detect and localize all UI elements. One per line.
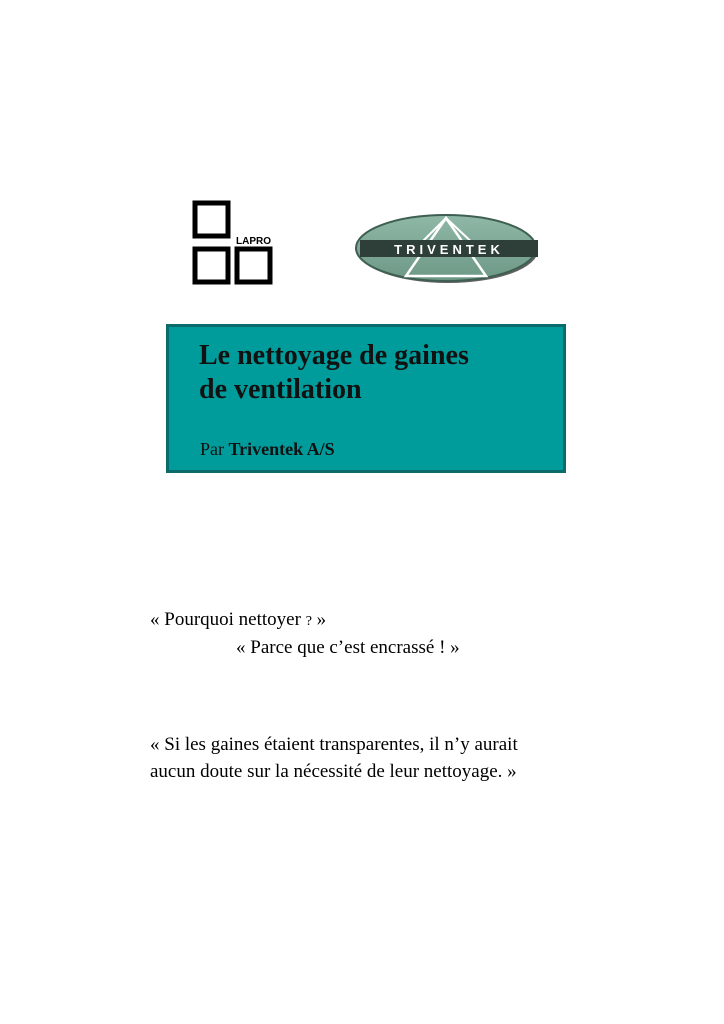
title-line-2: de ventilation (199, 374, 362, 405)
quote-question-close: » (316, 609, 327, 630)
lapro-logo-text: LAPRO (236, 236, 271, 247)
quote-question-mark: ? (305, 614, 312, 629)
lapro-logo-graphic (192, 200, 276, 286)
byline-prefix: Par (200, 439, 224, 459)
title-line-1: Le nettoyage de gaines (199, 340, 469, 371)
quote-statement (150, 731, 518, 785)
triventek-logo-text: TRIVENTEK (394, 242, 504, 257)
triventek-logo-graphic (354, 212, 544, 286)
quote-answer: « Parce que c’est encrassé ! » (236, 637, 460, 658)
quote-question-text: « Pourquoi nettoyer (150, 609, 301, 630)
quote-statement-line-2: aucun doute sur la nécessité de leur nettoyage. » (150, 761, 517, 782)
byline-author: Triventek A/S (228, 439, 335, 459)
title-box (166, 324, 566, 473)
document-title (199, 339, 469, 407)
quote-question (150, 606, 326, 635)
lapro-logo (192, 200, 276, 286)
quote-statement-line-1: « Si les gaines étaient transparentes, il n’y aurait (150, 734, 518, 755)
byline (200, 439, 335, 460)
triventek-logo (354, 212, 544, 286)
